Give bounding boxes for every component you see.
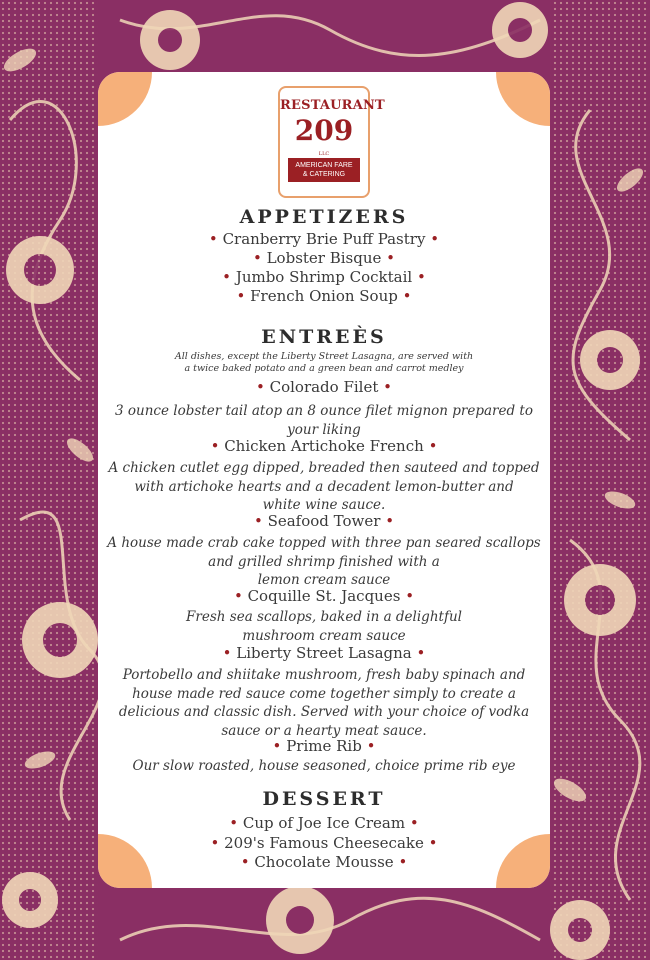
menu-item-name: Cranberry Brie Puff Pastry bbox=[222, 230, 426, 248]
menu-item-name: Jumbo Shrimp Cocktail bbox=[235, 268, 413, 286]
bullet-icon: • bbox=[236, 287, 246, 305]
bullet-icon: • bbox=[233, 587, 243, 605]
menu-item-name: Cup of Joe Ice Cream bbox=[242, 814, 406, 832]
menu-item-name: Coquille St. Jacques bbox=[247, 587, 401, 605]
menu-item bbox=[98, 737, 550, 755]
bullet-icon: • bbox=[383, 378, 393, 396]
menu-item-description: mushroom cream sauce bbox=[242, 627, 406, 644]
restaurant-logo bbox=[278, 86, 385, 198]
entrees-heading: ENTREÈS bbox=[261, 326, 387, 348]
menu-item-name: Seafood Tower bbox=[267, 512, 381, 530]
entrees-note-line-2: a twice baked potato and a green bean and carrot medley bbox=[184, 363, 464, 374]
bullet-icon: • bbox=[402, 287, 412, 305]
dessert-heading: DESSERT bbox=[262, 788, 386, 810]
bullet-icon: • bbox=[222, 644, 232, 662]
menu-item-description: house made red sauce come together simply to create a bbox=[132, 685, 516, 702]
corner-decoration bbox=[496, 72, 550, 126]
menu-item-description: and grilled shrimp finished with a bbox=[208, 553, 440, 570]
menu-item-description: lemon cream sauce bbox=[257, 572, 391, 589]
menu-item-name: Chicken Artichoke French bbox=[224, 437, 424, 455]
menu-item bbox=[98, 249, 550, 267]
logo-tagline-2: & CATERING bbox=[302, 171, 346, 178]
menu-item bbox=[98, 287, 550, 305]
menu-item bbox=[98, 853, 550, 871]
bullet-icon: • bbox=[272, 737, 282, 755]
bullet-icon: • bbox=[210, 437, 220, 455]
logo-tagline-bar bbox=[288, 158, 360, 182]
menu-item-name: Lobster Bisque bbox=[266, 249, 382, 267]
menu-item-description: Fresh sea scallops, baked in a delightful bbox=[186, 609, 462, 625]
menu-item-name: French Onion Soup bbox=[250, 287, 398, 305]
menu-item-description: Portobello and shiitake mushroom, fresh baby spinach and bbox=[122, 667, 526, 683]
menu-item-name: 209's Famous Cheesecake bbox=[224, 834, 424, 852]
menu-item bbox=[98, 512, 550, 530]
menu-item-description: sauce or a hearty meat sauce. bbox=[221, 722, 427, 739]
logo-restaurant-text: RESTAURANT bbox=[280, 98, 385, 113]
bullet-icon: • bbox=[416, 644, 426, 662]
menu-item-name: Prime Rib bbox=[286, 737, 362, 755]
bullet-icon: • bbox=[222, 268, 232, 286]
bullet-icon: • bbox=[366, 737, 376, 755]
bullet-icon: • bbox=[428, 834, 438, 852]
bullet-icon: • bbox=[428, 437, 438, 455]
menu-item-name: Chocolate Mousse bbox=[254, 853, 394, 871]
entrees-note-line-1: All dishes, except the Liberty Street Lasagna, are served with bbox=[174, 351, 474, 362]
bullet-icon: • bbox=[398, 853, 408, 871]
menu-item bbox=[98, 437, 550, 455]
menu-item-description: A chicken cutlet egg dipped, breaded then sauteed and topped bbox=[108, 460, 540, 476]
menu-item bbox=[98, 378, 550, 396]
menu-item-description: 3 ounce lobster tail atop an 8 ounce filet mignon prepared to bbox=[115, 403, 533, 419]
menu-item-name: Colorado Filet bbox=[269, 378, 379, 396]
menu-card bbox=[98, 72, 550, 888]
logo-number: 209 bbox=[294, 114, 354, 147]
menu-item-description: A house made crab cake topped with three pan seared scallops bbox=[107, 535, 541, 551]
menu-item-description: white wine sauce. bbox=[262, 497, 386, 514]
menu-item-description: with artichoke hearts and a decadent lemon-butter and bbox=[134, 478, 514, 495]
bullet-icon: • bbox=[229, 814, 239, 832]
appetizers-heading: APPETIZERS bbox=[239, 206, 409, 228]
menu-item-name: Liberty Street Lasagna bbox=[236, 644, 412, 662]
logo-llc: LLC bbox=[318, 151, 330, 157]
bullet-icon: • bbox=[252, 249, 262, 267]
menu-item bbox=[98, 230, 550, 248]
bullet-icon: • bbox=[208, 230, 218, 248]
bullet-icon: • bbox=[416, 268, 426, 286]
bullet-icon: • bbox=[409, 814, 419, 832]
menu-item bbox=[98, 834, 550, 852]
menu-item bbox=[98, 644, 550, 662]
bullet-icon: • bbox=[386, 249, 396, 267]
corner-decoration bbox=[98, 72, 152, 126]
menu-item-description: delicious and classic dish. Served with your choice of vodka bbox=[118, 704, 530, 721]
menu-item bbox=[98, 268, 550, 286]
bullet-icon: • bbox=[240, 853, 250, 871]
menu-item-description: your liking bbox=[287, 421, 361, 438]
bullet-icon: • bbox=[255, 378, 265, 396]
menu-item bbox=[98, 587, 550, 605]
bullet-icon: • bbox=[385, 512, 395, 530]
logo-tagline-1: AMERICAN FARE bbox=[295, 162, 353, 169]
menu-item-description: Our slow roasted, house seasoned, choice prime rib eye bbox=[132, 758, 516, 774]
menu-item bbox=[98, 814, 550, 832]
bullet-icon: • bbox=[430, 230, 440, 248]
bullet-icon: • bbox=[405, 587, 415, 605]
bullet-icon: • bbox=[253, 512, 263, 530]
bullet-icon: • bbox=[210, 834, 220, 852]
